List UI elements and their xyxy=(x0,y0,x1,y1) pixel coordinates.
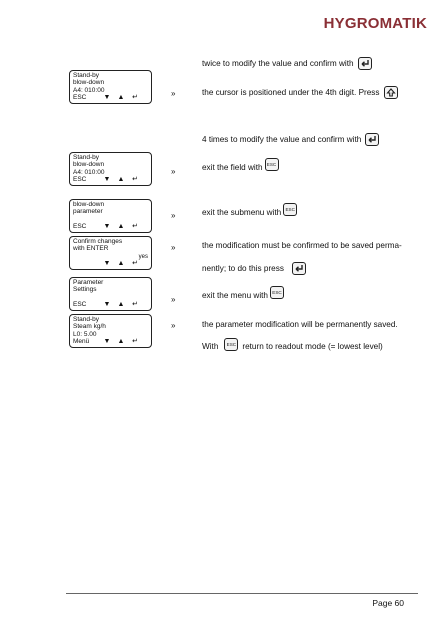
instruction-line-4 xyxy=(202,208,297,217)
enter-icon: ↵ xyxy=(132,301,138,309)
lcd-menu-label: Menü xyxy=(73,338,90,346)
instruction-line-7 xyxy=(202,291,284,300)
instruction-text: twice to modify the value and confirm with xyxy=(202,59,354,68)
arrow-marker: » xyxy=(171,243,176,252)
instruction-text: With xyxy=(202,342,219,351)
lcd-line: Stand-by xyxy=(73,154,100,161)
lcd-line: Parameter xyxy=(73,279,104,286)
hygromatik-logo xyxy=(324,15,427,32)
lcd-line: L0: 5.00 xyxy=(73,330,97,338)
instruction-line-6 xyxy=(202,262,306,275)
arrow-marker: » xyxy=(171,167,176,176)
up-arrow-icon: ▲ xyxy=(117,338,125,346)
lcd-line xyxy=(73,294,148,301)
logo-prefix: HYGRO xyxy=(323,15,380,32)
down-arrow-icon: ▼ xyxy=(103,260,111,268)
instruction-line-1 xyxy=(202,86,398,99)
arrow-marker: » xyxy=(171,321,176,330)
down-arrow-icon: ▼ xyxy=(103,223,111,231)
arrow-marker: » xyxy=(171,211,176,220)
enter-icon: ↵ xyxy=(132,176,138,184)
enter-icon: ↵ xyxy=(132,94,138,102)
enter-icon: ↵ xyxy=(132,223,138,231)
esc-key-icon: ESC xyxy=(224,338,238,351)
up-arrow-icon: ▲ xyxy=(117,176,125,184)
lcd-esc-label: ESC xyxy=(73,176,87,184)
enter-key-icon xyxy=(292,262,306,275)
enter-icon: ↵ xyxy=(132,260,138,268)
lcd-line: with ENTER xyxy=(73,245,109,253)
instruction-line-2 xyxy=(202,133,379,146)
instruction-text: exit the submenu with xyxy=(202,208,282,217)
instruction-line-5 xyxy=(202,241,402,250)
arrow-marker: » xyxy=(171,89,176,98)
esc-key-icon: ESC xyxy=(265,158,279,171)
lcd-line: Steam kg/h xyxy=(73,323,106,331)
lcd-yes-label: yes xyxy=(138,254,148,260)
instruction-text: exit the menu with xyxy=(202,291,268,300)
enter-key-icon xyxy=(358,57,372,70)
esc-key-icon: ESC xyxy=(283,203,297,216)
lcd-panel-3 xyxy=(69,199,152,233)
enter-key-icon xyxy=(365,133,379,146)
down-arrow-icon: ▼ xyxy=(103,176,111,184)
up-arrow-icon: ▲ xyxy=(117,260,125,268)
instruction-line-9 xyxy=(202,342,383,351)
up-arrow-icon: ▲ xyxy=(117,301,125,309)
lcd-line: parameter xyxy=(73,208,103,216)
lcd-line xyxy=(73,253,148,260)
instruction-text: 4 times to modify the value and confirm with xyxy=(202,135,362,144)
lcd-line: Stand-by xyxy=(73,72,100,79)
lcd-line xyxy=(73,216,148,223)
lcd-line: Stand-by xyxy=(73,316,100,323)
lcd-line: blow-down xyxy=(73,201,105,208)
down-arrow-icon: ▼ xyxy=(103,338,111,346)
lcd-esc-label: ESC xyxy=(73,223,87,231)
instruction-text: the cursor is positioned under the 4th digit. Press xyxy=(202,88,380,97)
footer-divider xyxy=(66,593,418,594)
lcd-panel-5 xyxy=(69,277,152,311)
logo-suffix: MATIK xyxy=(379,15,427,32)
instruction-line-3 xyxy=(202,163,279,172)
lcd-panel-4 xyxy=(69,236,152,270)
instruction-text: exit the field with xyxy=(202,163,263,172)
instruction-text: the modification must be confirmed to be saved perma- xyxy=(202,241,402,250)
lcd-esc-label: ESC xyxy=(73,94,87,102)
instruction-line-8 xyxy=(202,320,398,329)
up-arrow-icon: ▲ xyxy=(117,94,125,102)
down-arrow-icon: ▼ xyxy=(103,301,111,309)
lcd-line: blow-down xyxy=(73,79,105,87)
esc-key-icon: ESC xyxy=(270,286,284,299)
lcd-line: blow-down xyxy=(73,161,105,169)
lcd-line: Confirm changes xyxy=(73,238,123,245)
lcd-line: A4: 010:00 xyxy=(73,86,105,94)
lcd-line: A4: 010:00 xyxy=(73,168,105,176)
instruction-line-0 xyxy=(202,57,372,70)
instruction-text: return to readout mode (= lowest level) xyxy=(242,342,383,351)
up-arrow-icon: ▲ xyxy=(117,223,125,231)
up-key-icon xyxy=(384,86,398,99)
enter-icon: ↵ xyxy=(132,338,138,346)
instruction-text: the parameter modification will be permanently saved. xyxy=(202,320,398,329)
down-arrow-icon: ▼ xyxy=(103,94,111,102)
arrow-marker: » xyxy=(171,295,176,304)
instruction-text: nently; to do this press xyxy=(202,264,284,273)
lcd-esc-label: ESC xyxy=(73,301,87,309)
lcd-line: Settings xyxy=(73,286,97,294)
page-number: Page 60 xyxy=(372,598,404,608)
lcd-panel-6 xyxy=(69,314,152,348)
lcd-panel-2 xyxy=(69,152,152,186)
lcd-panel-1 xyxy=(69,70,152,104)
